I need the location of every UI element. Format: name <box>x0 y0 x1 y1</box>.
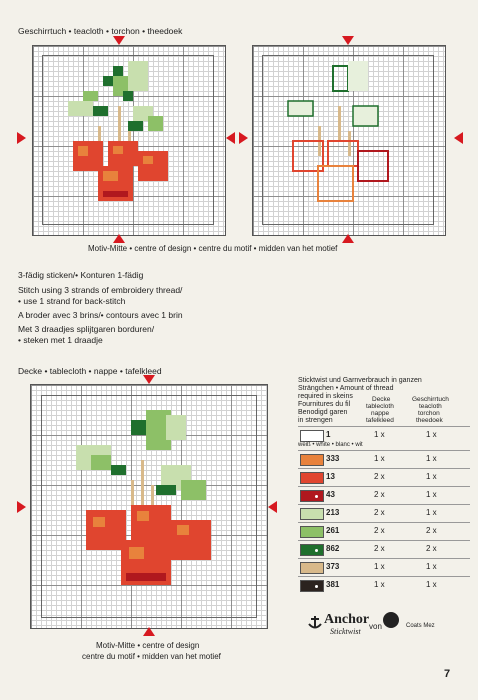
center-marker-right <box>226 132 235 144</box>
color-swatch <box>300 526 324 538</box>
thread-code: 213 <box>326 508 340 517</box>
instruction-line-2: Stitch using 3 strands of embroidery thread/ <box>18 285 183 295</box>
thread-code: 381 <box>326 580 340 589</box>
legend-col1-line1: Decke <box>372 396 391 403</box>
legend-col2-line1: Geschirrtuch <box>412 396 449 403</box>
instruction-line-4: A broder avec 3 brins/• contours avec 1 brin <box>18 310 183 320</box>
brand-company: Coats Mez <box>406 623 435 629</box>
legend-col2-line3: torchon <box>418 410 440 417</box>
coats-logo <box>383 612 399 628</box>
chart-teacloth-outline <box>252 45 446 236</box>
thread-code: 43 <box>326 490 335 499</box>
thread-code: 333 <box>326 454 340 463</box>
legend-heading-2: Strängchen • Amount of thread <box>298 385 394 392</box>
thread-code: 13 <box>326 472 335 481</box>
legend-heading-3: required in skeins <box>298 393 353 400</box>
teacloth-amount: 1 x <box>426 454 437 463</box>
thread-code: 261 <box>326 526 340 535</box>
teacloth-amount: 1 x <box>426 430 437 439</box>
tablecloth-amount: 1 x <box>374 562 385 571</box>
center-marker-right <box>454 132 463 144</box>
symbol-dot-icon <box>315 549 318 552</box>
legend-row <box>298 540 470 559</box>
teacloth-amount: 1 x <box>426 508 437 517</box>
legend-row <box>298 486 470 505</box>
center-marker-bottom <box>342 234 354 243</box>
tablecloth-amount: 1 x <box>374 454 385 463</box>
white-note: weiß • white • blanc • wit <box>298 442 363 448</box>
color-swatch <box>300 454 324 466</box>
legend-row <box>298 522 470 541</box>
center-marker-top <box>113 36 125 45</box>
cherry-motif-color <box>33 46 225 236</box>
anchor-icon <box>307 614 323 630</box>
instruction-line-1: 3-fädig sticken/• Konturen 1-fädig <box>18 270 144 280</box>
teacloth-amount: 2 x <box>426 544 437 553</box>
color-swatch <box>300 472 324 484</box>
center-marker-left <box>17 132 26 144</box>
brand-sub: Sticktwist <box>330 627 361 636</box>
center-marker-left <box>17 501 26 513</box>
legend-heading-6: in strengen <box>298 417 333 424</box>
tablecloth-amount: 2 x <box>374 526 385 535</box>
tablecloth-amount: 1 x <box>374 430 385 439</box>
legend-row <box>298 576 470 595</box>
legend-col1-line3: nappe <box>371 410 390 417</box>
header-title: Geschirrtuch • teacloth • torchon • theedoek <box>18 26 183 36</box>
symbol-dot-icon <box>315 585 318 588</box>
thread-code: 373 <box>326 562 340 571</box>
color-swatch <box>300 508 324 520</box>
page-number: 7 <box>444 668 451 680</box>
instruction-line-5: Met 3 draadjes splijtgaren borduren/ <box>18 324 155 334</box>
teacloth-amount: 1 x <box>426 562 437 571</box>
motif-caption-top: Motiv-Mitte • centre of design • centre du motif • midden van het motief <box>88 244 338 253</box>
legend-col2-line2: teacloth <box>419 403 442 410</box>
color-swatch <box>300 544 324 556</box>
teacloth-amount: 2 x <box>426 526 437 535</box>
legend-col1-line4: tafelkleed <box>366 417 394 424</box>
legend-row <box>298 450 470 469</box>
legend-col2-line4: theedoek <box>416 417 443 424</box>
teacloth-amount: 1 x <box>426 490 437 499</box>
tablecloth-amount: 2 x <box>374 490 385 499</box>
cherry-motif-outline <box>253 46 445 236</box>
legend-heading-5: Benodigd garen <box>298 409 348 416</box>
teacloth-amount: 1 x <box>426 580 437 589</box>
tablecloth-amount: 2 x <box>374 472 385 481</box>
legend-row <box>298 558 470 577</box>
thread-code: 1 <box>326 430 331 439</box>
chart-tablecloth <box>30 384 268 629</box>
legend-row <box>298 504 470 523</box>
tablecloth-amount: 2 x <box>374 544 385 553</box>
brand-from: von <box>369 622 382 631</box>
legend-col1-line2: tablecloth <box>366 403 394 410</box>
brand-name: Anchor <box>324 612 370 627</box>
center-marker-right <box>268 501 277 513</box>
color-swatch <box>300 490 324 502</box>
tablecloth-amount: 1 x <box>374 580 385 589</box>
legend-heading-1: Sticktwist und Garnverbrauch in ganzen <box>298 377 422 384</box>
symbol-dot-icon <box>315 495 318 498</box>
color-swatch <box>300 580 324 592</box>
tablecloth-title: Decke • tablecloth • nappe • tafelkleed <box>18 366 162 376</box>
cherry-motif-large <box>31 385 267 628</box>
thread-code: 862 <box>326 544 340 553</box>
center-marker-left <box>239 132 248 144</box>
tablecloth-amount: 2 x <box>374 508 385 517</box>
color-swatch <box>300 430 324 442</box>
instruction-line-3: • use 1 strand for back-stitch <box>18 296 126 306</box>
center-marker-bottom <box>143 627 155 636</box>
motif-caption-bottom-2: centre du motif • midden van het motief <box>82 652 221 661</box>
legend-heading-4: Fournitures du fil <box>298 401 351 408</box>
legend-row <box>298 468 470 487</box>
center-marker-bottom <box>113 234 125 243</box>
instruction-line-6: • steken met 1 draadje <box>18 335 103 345</box>
teacloth-amount: 1 x <box>426 472 437 481</box>
center-marker-top <box>342 36 354 45</box>
color-swatch <box>300 562 324 574</box>
center-marker-top <box>143 375 155 384</box>
chart-teacloth-color <box>32 45 226 236</box>
motif-caption-bottom-1: Motiv-Mitte • centre of design <box>96 641 200 650</box>
